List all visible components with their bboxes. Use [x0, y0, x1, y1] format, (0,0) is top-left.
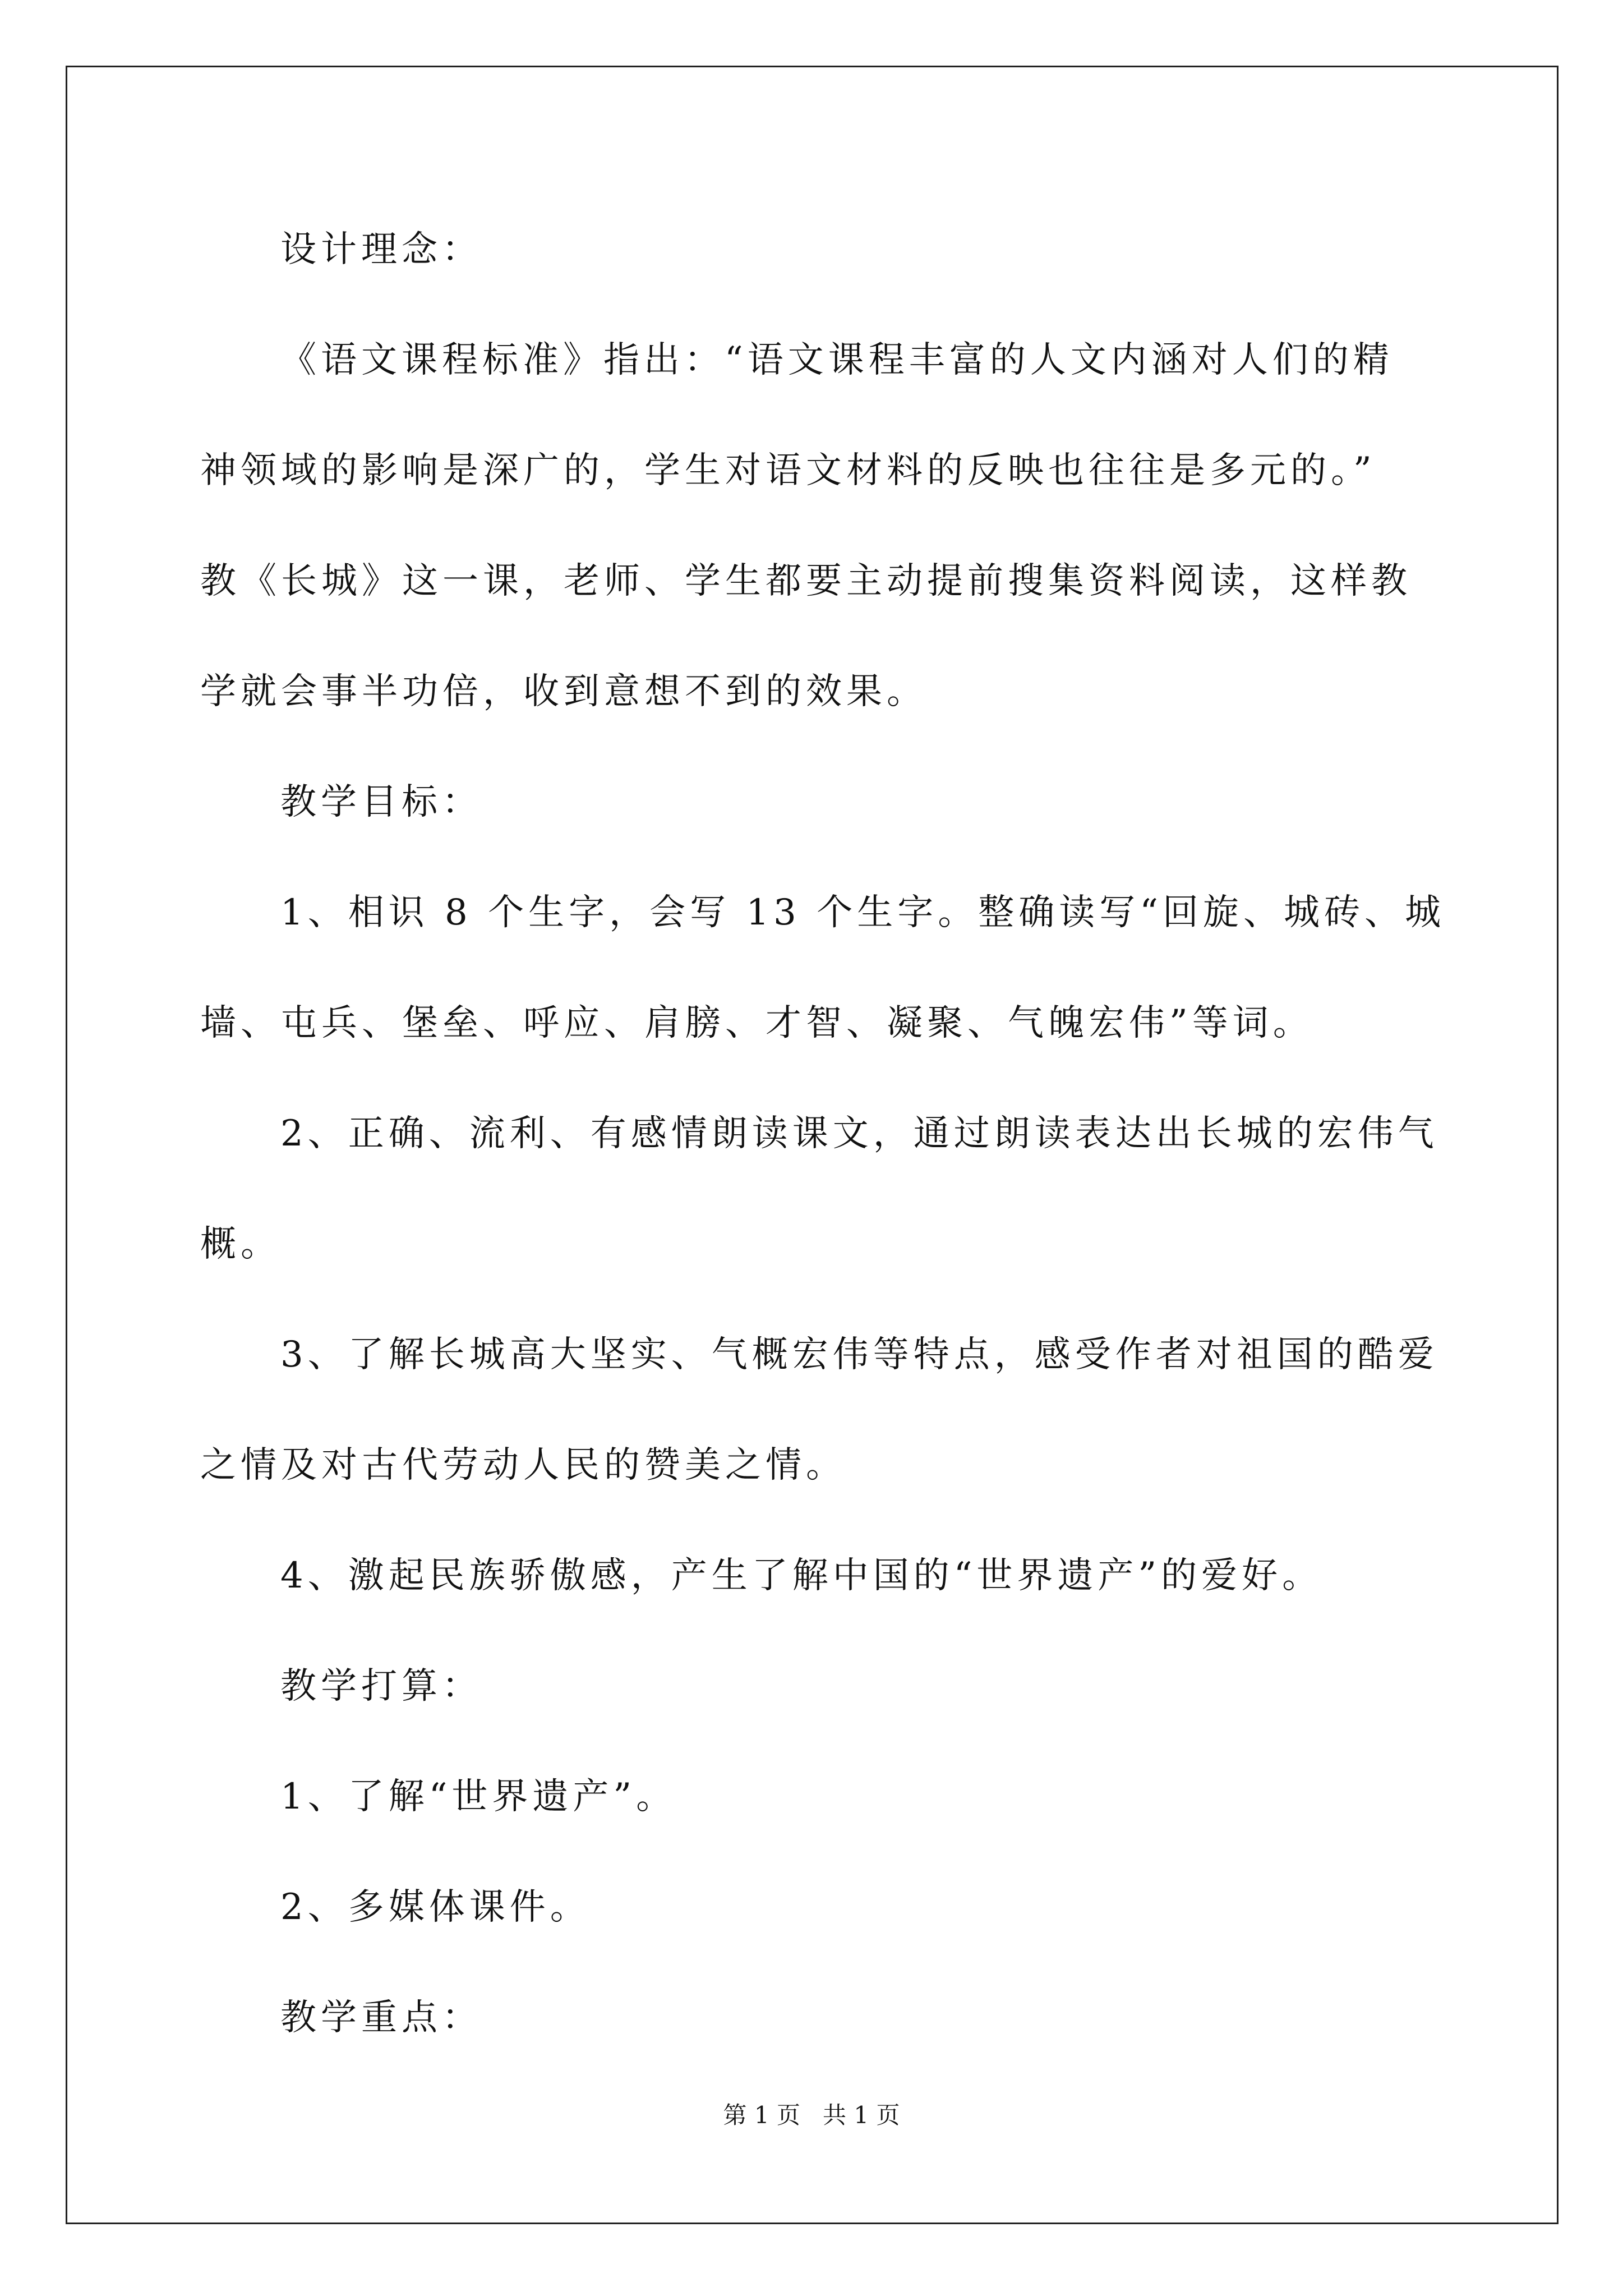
list-item-line: 2、正确、流利、有感情朗读课文，通过朗读表达出长城的宏伟气: [280, 1113, 1438, 1154]
paragraph-line: 教《长城》这一课，老师、学生都要主动提前搜集资料阅读，这样教: [200, 560, 1412, 602]
list-item-line: 2、多媒体课件。: [280, 1887, 591, 1928]
heading-teaching-focus: 教学重点：: [280, 1997, 482, 2039]
heading-design-concept: 设计理念：: [280, 229, 482, 270]
list-item-line: 1、了解“世界遗产”。: [280, 1776, 677, 1818]
heading-teaching-goals: 教学目标：: [280, 781, 482, 823]
page-footer: 第 1 页 共 1 页: [723, 2101, 900, 2129]
heading-teaching-preparation: 教学打算：: [280, 1665, 482, 1707]
list-item-line: 4、激起民族骄傲感，产生了解中国的“世界遗产”的爱好。: [280, 1555, 1323, 1596]
list-item-line: 概。: [200, 1223, 281, 1265]
paragraph-line: 学就会事半功倍，收到意想不到的效果。: [200, 671, 927, 712]
list-item-line: 墙、屯兵、堡垒、呼应、肩膀、才智、凝聚、气魄宏伟”等词。: [200, 1002, 1313, 1044]
list-item-line: 之情及对古代劳动人民的赞美之情。: [200, 1444, 846, 1486]
list-item-line: 1、相识 8 个生字，会写 13 个生字。整确读写“回旋、城砖、城: [280, 892, 1445, 933]
paragraph-line: 神领域的影响是深广的，学生对语文材料的反映也往往是多元的。”: [200, 450, 1376, 491]
paragraph-line: 《语文课程标准》指出：“语文课程丰富的人文内涵对人们的精: [280, 339, 1394, 381]
list-item-line: 3、了解长城高大坚实、气概宏伟等特点，感受作者对祖国的酷爱: [280, 1334, 1438, 1375]
